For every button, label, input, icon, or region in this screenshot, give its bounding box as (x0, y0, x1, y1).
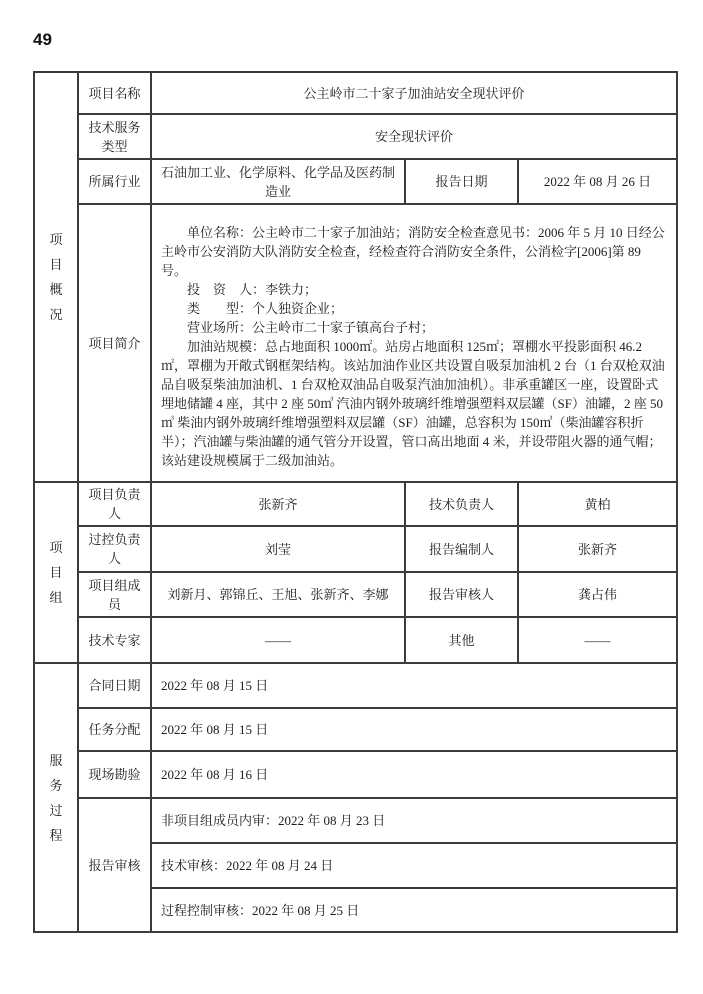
other-value: —— (518, 617, 677, 663)
section-label-project-overview: 项目概况 (49, 232, 63, 322)
service-type-value: 安全现状评价 (151, 114, 677, 159)
section-cell-team (34, 482, 78, 663)
task-assignment-value: 2022 年 08 月 15 日 (151, 708, 677, 751)
table-row (34, 751, 677, 798)
row-label-report-date: 报告日期 (405, 159, 518, 204)
row-label-task-assignment: 任务分配 (78, 708, 151, 751)
row-label-other: 其他 (405, 617, 518, 663)
row-label-contract-date: 合同日期 (78, 663, 151, 708)
row-label-technical-leader: 技术负责人 (405, 482, 518, 526)
project-intro-value (151, 204, 677, 482)
section-cell-process (34, 663, 78, 932)
table-row (34, 708, 677, 751)
table-row (34, 526, 677, 572)
report-date-value: 2022 年 08 月 26 日 (518, 159, 677, 204)
intro-paragraph-location: 营业场所：公主岭市二十家子镇高台子村； (187, 320, 435, 335)
row-label-project-leader: 项目负责人 (78, 482, 151, 526)
project-name-value: 公主岭市二十家子加油站安全现状评价 (151, 72, 677, 114)
section-label-project-team: 项目组 (49, 540, 63, 605)
report-compiler-value: 张新齐 (518, 526, 677, 572)
table-row (34, 482, 677, 526)
table-row (34, 204, 677, 482)
intro-paragraph-investor: 投 资 人：李铁力； (187, 282, 318, 297)
table-row (34, 798, 677, 843)
technical-leader-value: 黄柏 (518, 482, 677, 526)
project-leader-value: 张新齐 (151, 482, 405, 526)
row-label-report-compiler: 报告编制人 (405, 526, 518, 572)
table-row (34, 114, 677, 159)
row-label-site-survey: 现场勘验 (78, 751, 151, 798)
table-row (34, 572, 677, 617)
intro-paragraph-unit-name: 单位名称：公主岭市二十家子加油站；消防安全检查意见书：2006 年 5 月 10 日经公主岭市公安消防大队消防安全检查，经检查符合消防安全条件，公消检字[2006]第 89 号。 (161, 225, 665, 278)
report-reviewer-value: 龚占伟 (518, 572, 677, 617)
row-label-industry: 所属行业 (78, 159, 151, 204)
project-info-table (33, 71, 678, 933)
intro-paragraph-scale: 加油站规模：总占地面积 1000㎡。站房占地面积 125㎡；罩棚水平投影面积 46.2㎡，罩棚为开敞式钢框架结构。该站加油作业区共设置自吸泵加油机 2 台（1 台双枪双油品自吸泵柴油加油机、1 台双枪双油品自吸泵汽油加油机）。非承重罐区一座，设置卧式埋地储罐 4 座，其中 2 座 50㎥ 汽油内钢外玻璃纤维增强塑料双层罐（SF）油罐，2 座 50㎥ 柴油内钢外玻璃纤维增强塑料双层罐（SF）油罐，总容积为 150㎥（柴油罐容积折半）；汽油罐与柴油罐的通气管分开设置，管口高出地面 4 米，并设带阻火器的通气帽；该站建设规模属于二级加油站。 (161, 339, 665, 468)
section-cell-overview (34, 72, 78, 482)
row-label-report-review: 报告审核 (78, 798, 151, 932)
row-label-process-control-leader: 过控负责人 (78, 526, 151, 572)
contract-date-value: 2022 年 08 月 15 日 (151, 663, 677, 708)
row-label-team-members: 项目组成员 (78, 572, 151, 617)
technical-expert-value: —— (151, 617, 405, 663)
table-row (34, 159, 677, 204)
page-number: 49 (33, 30, 52, 49)
technical-review-value: 技术审核：2022 年 08 月 24 日 (151, 843, 677, 888)
table-row (34, 72, 677, 114)
site-survey-value: 2022 年 08 月 16 日 (151, 751, 677, 798)
row-label-report-reviewer: 报告审核人 (405, 572, 518, 617)
row-label-project-name: 项目名称 (78, 72, 151, 114)
process-control-leader-value: 刘莹 (151, 526, 405, 572)
section-label-service-process: 服务过程 (49, 752, 63, 843)
row-label-technical-expert: 技术专家 (78, 617, 151, 663)
process-control-review-value: 过程控制审核：2022 年 08 月 25 日 (151, 888, 677, 932)
row-label-service-type: 技术服务类型 (78, 114, 151, 159)
industry-value: 石油加工业、化学原料、化学品及医药制造业 (151, 159, 405, 204)
table-row (34, 617, 677, 663)
table-row (34, 663, 677, 708)
team-members-value: 刘新月、郭锦丘、王旭、张新齐、李娜 (151, 572, 405, 617)
internal-review-value: 非项目组成员内审：2022 年 08 月 23 日 (151, 798, 677, 843)
row-label-project-intro: 项目简介 (78, 204, 151, 482)
intro-paragraph-type: 类 型：个人独资企业； (187, 301, 344, 316)
